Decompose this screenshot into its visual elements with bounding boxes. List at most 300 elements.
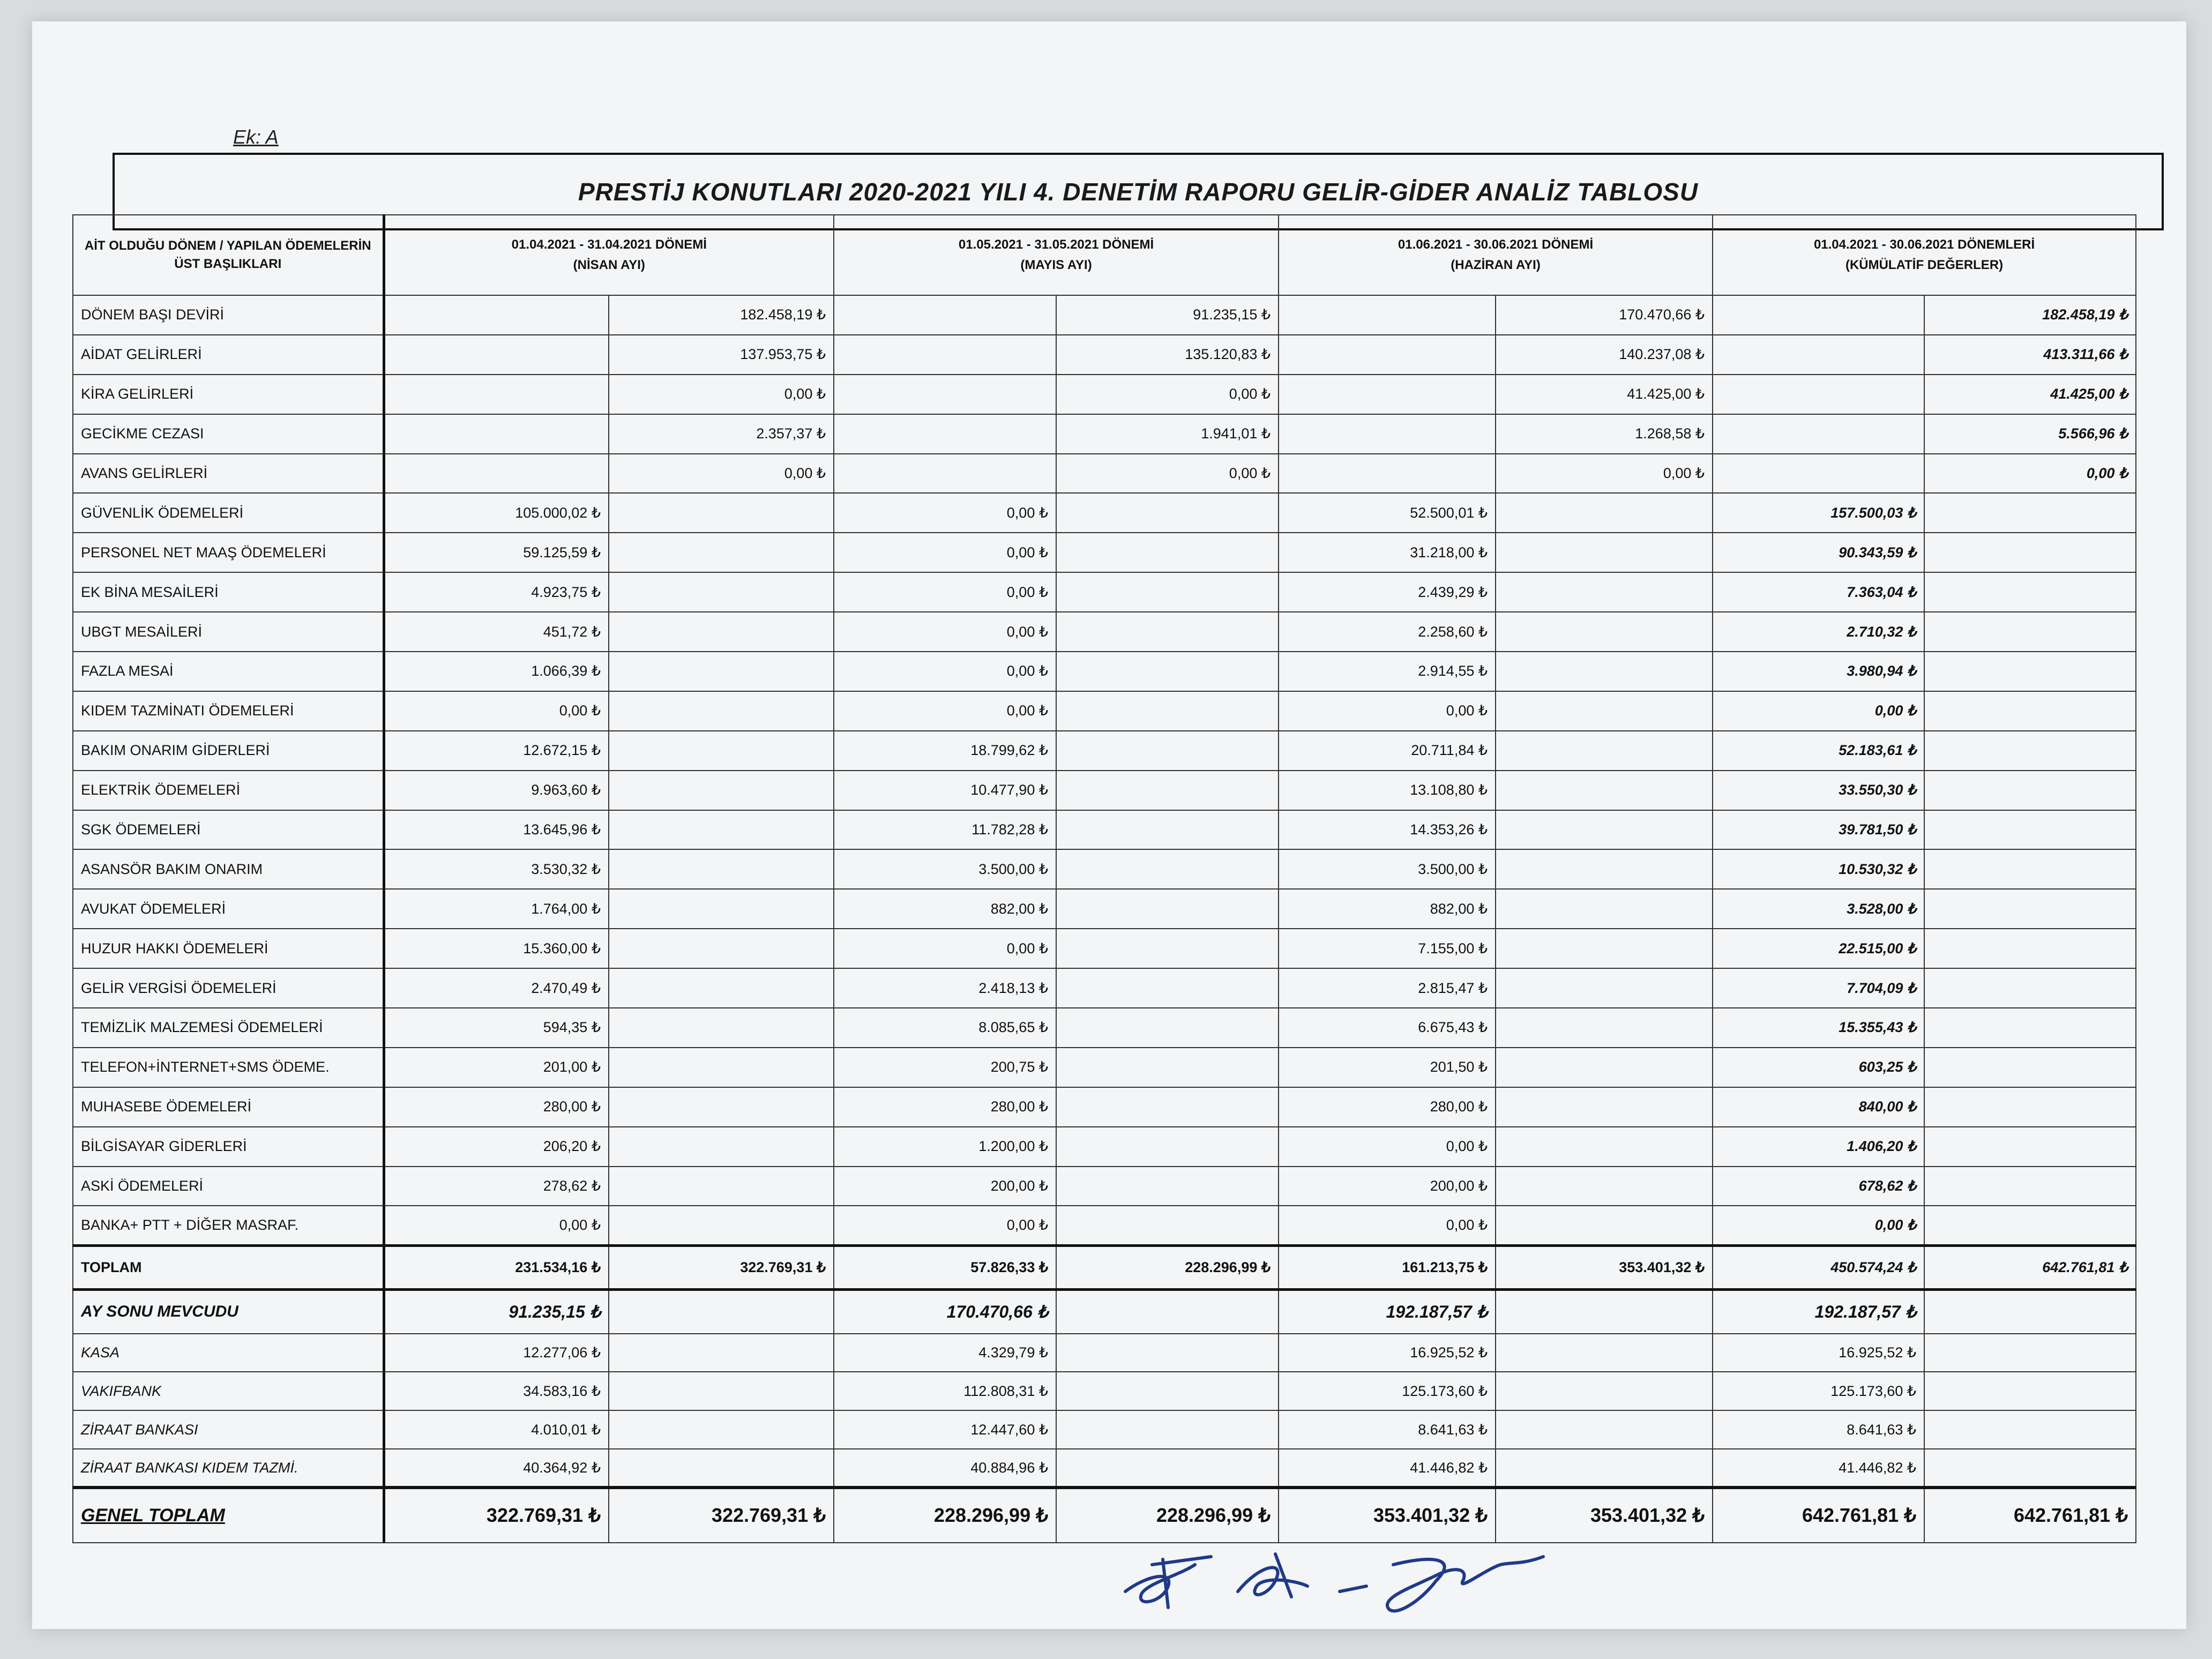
value-cell	[609, 612, 834, 652]
value-cell	[1056, 1206, 1279, 1245]
value-cell: 91.235,15 ₺	[384, 1289, 609, 1333]
value-cell	[1713, 295, 1924, 335]
value-cell	[1496, 1008, 1713, 1048]
value-cell: 40.884,96 ₺	[834, 1449, 1056, 1488]
value-cell: 0,00 ₺	[1279, 1206, 1496, 1245]
value-cell	[1924, 493, 2136, 533]
value-cell: 112.808,31 ₺	[834, 1372, 1056, 1410]
value-cell	[609, 493, 834, 533]
table-row	[73, 929, 2136, 968]
value-cell: 200,75 ₺	[834, 1048, 1056, 1087]
value-cell	[1279, 454, 1496, 494]
value-cell: 16.925,52 ₺	[1279, 1334, 1496, 1372]
value-cell	[1713, 335, 1924, 375]
value-cell: 18.799,62 ₺	[834, 731, 1056, 771]
value-cell: 678,62 ₺	[1713, 1167, 1924, 1206]
value-cell: 192.187,57 ₺	[1713, 1289, 1924, 1333]
value-cell: 41.446,82 ₺	[1279, 1449, 1496, 1488]
value-cell: 170.470,66 ₺	[1496, 295, 1713, 335]
value-cell: 2.439,29 ₺	[1279, 572, 1496, 612]
table-row	[73, 1008, 2136, 1048]
value-cell	[1056, 1048, 1279, 1087]
value-cell: 322.769,31 ₺	[609, 1488, 834, 1543]
value-cell	[1496, 1449, 1713, 1488]
value-cell: 41.425,00 ₺	[1924, 375, 2136, 414]
value-cell	[1496, 612, 1713, 652]
value-cell: 882,00 ₺	[834, 889, 1056, 929]
value-cell: 353.401,32 ₺	[1279, 1488, 1496, 1543]
value-cell: 52.500,01 ₺	[1279, 493, 1496, 533]
row-label: PERSONEL NET MAAŞ ÖDEMELERİ	[73, 533, 384, 572]
value-cell: 34.583,16 ₺	[384, 1372, 609, 1410]
value-cell: 170.470,66 ₺	[834, 1289, 1056, 1333]
row-label: TOPLAM	[73, 1245, 384, 1289]
value-cell	[1924, 968, 2136, 1008]
value-cell: 2.357,37 ₺	[609, 414, 834, 454]
value-cell: 1.268,58 ₺	[1496, 414, 1713, 454]
value-cell: 3.530,32 ₺	[384, 849, 609, 889]
value-cell	[1713, 414, 1924, 454]
value-cell	[609, 771, 834, 810]
value-cell: 192.187,57 ₺	[1279, 1289, 1496, 1333]
value-cell	[384, 454, 609, 494]
value-cell	[1279, 295, 1496, 335]
value-cell: 353.401,32 ₺	[1496, 1245, 1713, 1289]
value-cell: 13.645,96 ₺	[384, 810, 609, 850]
value-cell	[1924, 849, 2136, 889]
row-label: GECİKME CEZASI	[73, 414, 384, 454]
value-cell	[1924, 1449, 2136, 1488]
value-cell	[1496, 1410, 1713, 1449]
value-cell: 12.447,60 ₺	[834, 1410, 1056, 1449]
header-label: AİT OLDUĞU DÖNEM / YAPILAN ÖDEMELERİN ÜST BAŞLIKLARI	[73, 215, 384, 295]
grand-total-row	[73, 1488, 2136, 1543]
value-cell: 2.470,49 ₺	[384, 968, 609, 1008]
value-cell: 0,00 ₺	[834, 572, 1056, 612]
value-cell: 4.329,79 ₺	[834, 1334, 1056, 1372]
value-cell	[1924, 1334, 2136, 1372]
value-cell	[609, 1449, 834, 1488]
value-cell: 206,20 ₺	[384, 1127, 609, 1167]
value-cell: 0,00 ₺	[834, 691, 1056, 731]
row-label: ZİRAAT BANKASI KIDEM TAZMİ.	[73, 1449, 384, 1488]
value-cell	[609, 1008, 834, 1048]
header-may: 01.05.2021 - 31.05.2021 DÖNEMİ (MAYIS AYI)	[834, 215, 1279, 295]
value-cell	[384, 295, 609, 335]
table-row	[73, 454, 2136, 494]
row-label: GENEL TOPLAM	[73, 1488, 384, 1543]
value-cell: 0,00 ₺	[834, 533, 1056, 572]
value-cell: 0,00 ₺	[1056, 454, 1279, 494]
attachment-label: Ek: A	[233, 126, 279, 148]
row-label: AVUKAT ÖDEMELERİ	[73, 889, 384, 929]
value-cell	[1496, 1167, 1713, 1206]
value-cell: 200,00 ₺	[1279, 1167, 1496, 1206]
value-cell	[1924, 1048, 2136, 1087]
value-cell	[609, 849, 834, 889]
value-cell	[1924, 1206, 2136, 1245]
value-cell: 137.953,75 ₺	[609, 335, 834, 375]
value-cell: 0,00 ₺	[1713, 691, 1924, 731]
value-cell: 0,00 ₺	[834, 652, 1056, 691]
value-cell: 52.183,61 ₺	[1713, 731, 1924, 771]
value-cell: 642.761,81 ₺	[1924, 1245, 2136, 1289]
value-cell: 105.000,02 ₺	[384, 493, 609, 533]
value-cell: 0,00 ₺	[1279, 691, 1496, 731]
value-cell	[609, 731, 834, 771]
row-label: VAKIFBANK	[73, 1372, 384, 1410]
value-cell: 1.200,00 ₺	[834, 1127, 1056, 1167]
value-cell	[609, 929, 834, 968]
value-cell: 0,00 ₺	[1056, 375, 1279, 414]
value-cell	[1279, 414, 1496, 454]
value-cell: 20.711,84 ₺	[1279, 731, 1496, 771]
value-cell	[384, 414, 609, 454]
value-cell	[1056, 1410, 1279, 1449]
row-label: ASANSÖR BAKIM ONARIM	[73, 849, 384, 889]
value-cell: 1.406,20 ₺	[1713, 1127, 1924, 1167]
table-row	[73, 572, 2136, 612]
value-cell	[1056, 652, 1279, 691]
value-cell	[1056, 1167, 1279, 1206]
value-cell	[834, 454, 1056, 494]
value-cell: 3.500,00 ₺	[1279, 849, 1496, 889]
month-end-balance-row	[73, 1289, 2136, 1333]
account-balance-row	[73, 1449, 2136, 1488]
value-cell	[1279, 335, 1496, 375]
table-row	[73, 1087, 2136, 1127]
value-cell: 228.296,99 ₺	[1056, 1488, 1279, 1543]
value-cell	[1713, 454, 1924, 494]
table-row	[73, 968, 2136, 1008]
value-cell	[1056, 612, 1279, 652]
value-cell	[609, 1206, 834, 1245]
value-cell: 0,00 ₺	[1496, 454, 1713, 494]
value-cell	[1924, 889, 2136, 929]
value-cell: 4.010,01 ₺	[384, 1410, 609, 1449]
value-cell: 413.311,66 ₺	[1924, 335, 2136, 375]
value-cell	[1924, 810, 2136, 850]
value-cell: 840,00 ₺	[1713, 1087, 1924, 1127]
value-cell	[609, 1167, 834, 1206]
value-cell	[609, 810, 834, 850]
value-cell	[1056, 1334, 1279, 1372]
value-cell	[1496, 1372, 1713, 1410]
value-cell: 231.534,16 ₺	[384, 1245, 609, 1289]
value-cell: 7.363,04 ₺	[1713, 572, 1924, 612]
row-label: BAKIM ONARIM GİDERLERİ	[73, 731, 384, 771]
header-april: 01.04.2021 - 31.04.2021 DÖNEMİ (NİSAN AYI)	[384, 215, 834, 295]
table-row	[73, 414, 2136, 454]
value-cell: 31.218,00 ₺	[1279, 533, 1496, 572]
table-row	[73, 295, 2136, 335]
value-cell: 182.458,19 ₺	[609, 295, 834, 335]
value-cell	[609, 652, 834, 691]
value-cell	[1279, 375, 1496, 414]
value-cell: 642.761,81 ₺	[1924, 1488, 2136, 1543]
value-cell	[1056, 731, 1279, 771]
value-cell	[1496, 493, 1713, 533]
handwritten-signature	[1115, 1533, 1559, 1618]
value-cell: 125.173,60 ₺	[1713, 1372, 1924, 1410]
value-cell: 2.914,55 ₺	[1279, 652, 1496, 691]
value-cell	[1056, 1449, 1279, 1488]
table-row	[73, 849, 2136, 889]
value-cell: 0,00 ₺	[1713, 1206, 1924, 1245]
value-cell: 6.675,43 ₺	[1279, 1008, 1496, 1048]
value-cell	[1056, 810, 1279, 850]
value-cell	[1924, 1289, 2136, 1333]
value-cell: 41.446,82 ₺	[1713, 1449, 1924, 1488]
value-cell: 3.528,00 ₺	[1713, 889, 1924, 929]
row-label: BANKA+ PTT + DİĞER MASRAF.	[73, 1206, 384, 1245]
header-june: 01.06.2021 - 30.06.2021 DÖNEMİ (HAZİRAN AYI)	[1279, 215, 1713, 295]
value-cell: 14.353,26 ₺	[1279, 810, 1496, 850]
row-label: FAZLA MESAİ	[73, 652, 384, 691]
value-cell	[1924, 652, 2136, 691]
value-cell	[1924, 1372, 2136, 1410]
value-cell: 882,00 ₺	[1279, 889, 1496, 929]
value-cell	[384, 375, 609, 414]
value-cell: 0,00 ₺	[834, 1206, 1056, 1245]
value-cell	[1924, 533, 2136, 572]
value-cell	[1924, 1127, 2136, 1167]
value-cell	[1713, 375, 1924, 414]
table-row	[73, 1206, 2136, 1245]
value-cell	[609, 572, 834, 612]
account-balance-row	[73, 1334, 2136, 1372]
value-cell: 91.235,15 ₺	[1056, 295, 1279, 335]
value-cell: 135.120,83 ₺	[1056, 335, 1279, 375]
value-cell: 278,62 ₺	[384, 1167, 609, 1206]
value-cell: 125.173,60 ₺	[1279, 1372, 1496, 1410]
value-cell: 12.672,15 ₺	[384, 731, 609, 771]
value-cell	[1056, 849, 1279, 889]
value-cell	[609, 691, 834, 731]
table-row	[73, 1167, 2136, 1206]
value-cell: 10.477,90 ₺	[834, 771, 1056, 810]
value-cell: 603,25 ₺	[1713, 1048, 1924, 1087]
value-cell	[609, 1410, 834, 1449]
row-label: ZİRAAT BANKASI	[73, 1410, 384, 1449]
value-cell: 0,00 ₺	[384, 691, 609, 731]
value-cell	[1924, 1410, 2136, 1449]
table-row	[73, 1048, 2136, 1087]
value-cell	[1924, 929, 2136, 968]
value-cell	[1496, 1289, 1713, 1333]
value-cell	[609, 1334, 834, 1372]
value-cell	[609, 1289, 834, 1333]
value-cell	[834, 375, 1056, 414]
account-balance-row	[73, 1372, 2136, 1410]
value-cell	[1496, 771, 1713, 810]
table-row	[73, 771, 2136, 810]
value-cell	[1924, 612, 2136, 652]
value-cell	[834, 335, 1056, 375]
row-label: KIDEM TAZMİNATI ÖDEMELERİ	[73, 691, 384, 731]
value-cell	[1924, 731, 2136, 771]
value-cell: 161.213,75 ₺	[1279, 1245, 1496, 1289]
account-balance-row	[73, 1410, 2136, 1449]
header-row	[73, 215, 2136, 295]
row-label: AY SONU MEVCUDU	[73, 1289, 384, 1333]
value-cell: 7.704,09 ₺	[1713, 968, 1924, 1008]
value-cell: 16.925,52 ₺	[1713, 1334, 1924, 1372]
value-cell	[609, 533, 834, 572]
table-row	[73, 1127, 2136, 1167]
value-cell: 280,00 ₺	[384, 1087, 609, 1127]
value-cell: 39.781,50 ₺	[1713, 810, 1924, 850]
value-cell: 33.550,30 ₺	[1713, 771, 1924, 810]
table-row	[73, 493, 2136, 533]
value-cell	[1496, 572, 1713, 612]
value-cell	[1924, 572, 2136, 612]
value-cell	[1496, 1334, 1713, 1372]
value-cell: 280,00 ₺	[834, 1087, 1056, 1127]
row-label: MUHASEBE ÖDEMELERİ	[73, 1087, 384, 1127]
value-cell: 0,00 ₺	[1924, 454, 2136, 494]
table-row	[73, 691, 2136, 731]
value-cell: 5.566,96 ₺	[1924, 414, 2136, 454]
value-cell	[1056, 691, 1279, 731]
value-cell	[1496, 1127, 1713, 1167]
value-cell: 201,00 ₺	[384, 1048, 609, 1087]
value-cell: 0,00 ₺	[384, 1206, 609, 1245]
value-cell: 322.769,31 ₺	[384, 1488, 609, 1543]
value-cell: 140.237,08 ₺	[1496, 335, 1713, 375]
value-cell: 11.782,28 ₺	[834, 810, 1056, 850]
value-cell	[1496, 849, 1713, 889]
row-label: ASKİ ÖDEMELERİ	[73, 1167, 384, 1206]
value-cell: 228.296,99 ₺	[834, 1488, 1056, 1543]
value-cell: 280,00 ₺	[1279, 1087, 1496, 1127]
row-label: KİRA GELİRLERİ	[73, 375, 384, 414]
table-row	[73, 335, 2136, 375]
value-cell: 8.641,63 ₺	[1713, 1410, 1924, 1449]
value-cell	[1496, 1206, 1713, 1245]
value-cell	[1496, 652, 1713, 691]
value-cell: 2.258,60 ₺	[1279, 612, 1496, 652]
value-cell	[609, 1127, 834, 1167]
value-cell: 0,00 ₺	[834, 493, 1056, 533]
value-cell: 2.418,13 ₺	[834, 968, 1056, 1008]
row-label: AİDAT GELİRLERİ	[73, 335, 384, 375]
row-label: KASA	[73, 1334, 384, 1372]
row-label: ELEKTRİK ÖDEMELERİ	[73, 771, 384, 810]
table-row	[73, 652, 2136, 691]
value-cell	[834, 295, 1056, 335]
row-label: AVANS GELİRLERİ	[73, 454, 384, 494]
table-row	[73, 731, 2136, 771]
value-cell: 15.355,43 ₺	[1713, 1008, 1924, 1048]
value-cell: 59.125,59 ₺	[384, 533, 609, 572]
value-cell	[1056, 968, 1279, 1008]
row-label: SGK ÖDEMELERİ	[73, 810, 384, 850]
row-label: GÜVENLİK ÖDEMELERİ	[73, 493, 384, 533]
value-cell: 0,00 ₺	[1279, 1127, 1496, 1167]
value-cell	[1496, 533, 1713, 572]
header-cumulative: 01.04.2021 - 30.06.2021 DÖNEMLERİ (KÜMÜLATİF DEĞERLER)	[1713, 215, 2136, 295]
value-cell	[834, 414, 1056, 454]
value-cell: 594,35 ₺	[384, 1008, 609, 1048]
value-cell	[1056, 1289, 1279, 1333]
row-label: EK BİNA MESAİLERİ	[73, 572, 384, 612]
value-cell: 228.296,99 ₺	[1056, 1245, 1279, 1289]
value-cell	[609, 889, 834, 929]
value-cell	[1056, 493, 1279, 533]
value-cell: 4.923,75 ₺	[384, 572, 609, 612]
value-cell: 353.401,32 ₺	[1496, 1488, 1713, 1543]
value-cell: 40.364,92 ₺	[384, 1449, 609, 1488]
value-cell	[1496, 691, 1713, 731]
value-cell	[1056, 1372, 1279, 1410]
value-cell	[1056, 1008, 1279, 1048]
value-cell	[1056, 771, 1279, 810]
table-row	[73, 533, 2136, 572]
value-cell	[1496, 1087, 1713, 1127]
value-cell: 1.066,39 ₺	[384, 652, 609, 691]
row-label: TELEFON+İNTERNET+SMS ÖDEME.	[73, 1048, 384, 1087]
value-cell	[1056, 572, 1279, 612]
value-cell: 0,00 ₺	[834, 612, 1056, 652]
value-cell: 3.500,00 ₺	[834, 849, 1056, 889]
row-label: BİLGİSAYAR GİDERLERİ	[73, 1127, 384, 1167]
value-cell: 90.343,59 ₺	[1713, 533, 1924, 572]
value-cell	[1924, 1008, 2136, 1048]
value-cell	[609, 1372, 834, 1410]
value-cell: 10.530,32 ₺	[1713, 849, 1924, 889]
table-row	[73, 612, 2136, 652]
table-row	[73, 810, 2136, 850]
value-cell	[1924, 1087, 2136, 1127]
value-cell: 1.764,00 ₺	[384, 889, 609, 929]
row-label: HUZUR HAKKI ÖDEMELERİ	[73, 929, 384, 968]
value-cell: 8.641,63 ₺	[1279, 1410, 1496, 1449]
total-row	[73, 1245, 2136, 1289]
value-cell	[1496, 1048, 1713, 1087]
value-cell: 9.963,60 ₺	[384, 771, 609, 810]
value-cell: 3.980,94 ₺	[1713, 652, 1924, 691]
value-cell	[384, 335, 609, 375]
value-cell: 57.826,33 ₺	[834, 1245, 1056, 1289]
value-cell: 157.500,03 ₺	[1713, 493, 1924, 533]
income-expense-table	[72, 214, 2136, 1543]
value-cell: 451,72 ₺	[384, 612, 609, 652]
value-cell: 1.941,01 ₺	[1056, 414, 1279, 454]
value-cell: 0,00 ₺	[609, 375, 834, 414]
table-row	[73, 889, 2136, 929]
value-cell: 182.458,19 ₺	[1924, 295, 2136, 335]
value-cell	[609, 1048, 834, 1087]
value-cell: 450.574,24 ₺	[1713, 1245, 1924, 1289]
value-cell	[1496, 810, 1713, 850]
value-cell: 12.277,06 ₺	[384, 1334, 609, 1372]
value-cell	[1056, 889, 1279, 929]
value-cell	[609, 968, 834, 1008]
report-title: PRESTİJ KONUTLARI 2020-2021 YILI 4. DENETİM RAPORU GELİR-GİDER ANALİZ TABLOSU	[578, 177, 1699, 206]
value-cell: 2.815,47 ₺	[1279, 968, 1496, 1008]
table-row	[73, 375, 2136, 414]
row-label: GELİR VERGİSİ ÖDEMELERİ	[73, 968, 384, 1008]
value-cell	[1056, 929, 1279, 968]
value-cell: 41.425,00 ₺	[1496, 375, 1713, 414]
value-cell	[1056, 533, 1279, 572]
value-cell: 22.515,00 ₺	[1713, 929, 1924, 968]
value-cell: 0,00 ₺	[834, 929, 1056, 968]
row-label: UBGT MESAİLERİ	[73, 612, 384, 652]
value-cell	[609, 1087, 834, 1127]
value-cell	[1496, 731, 1713, 771]
